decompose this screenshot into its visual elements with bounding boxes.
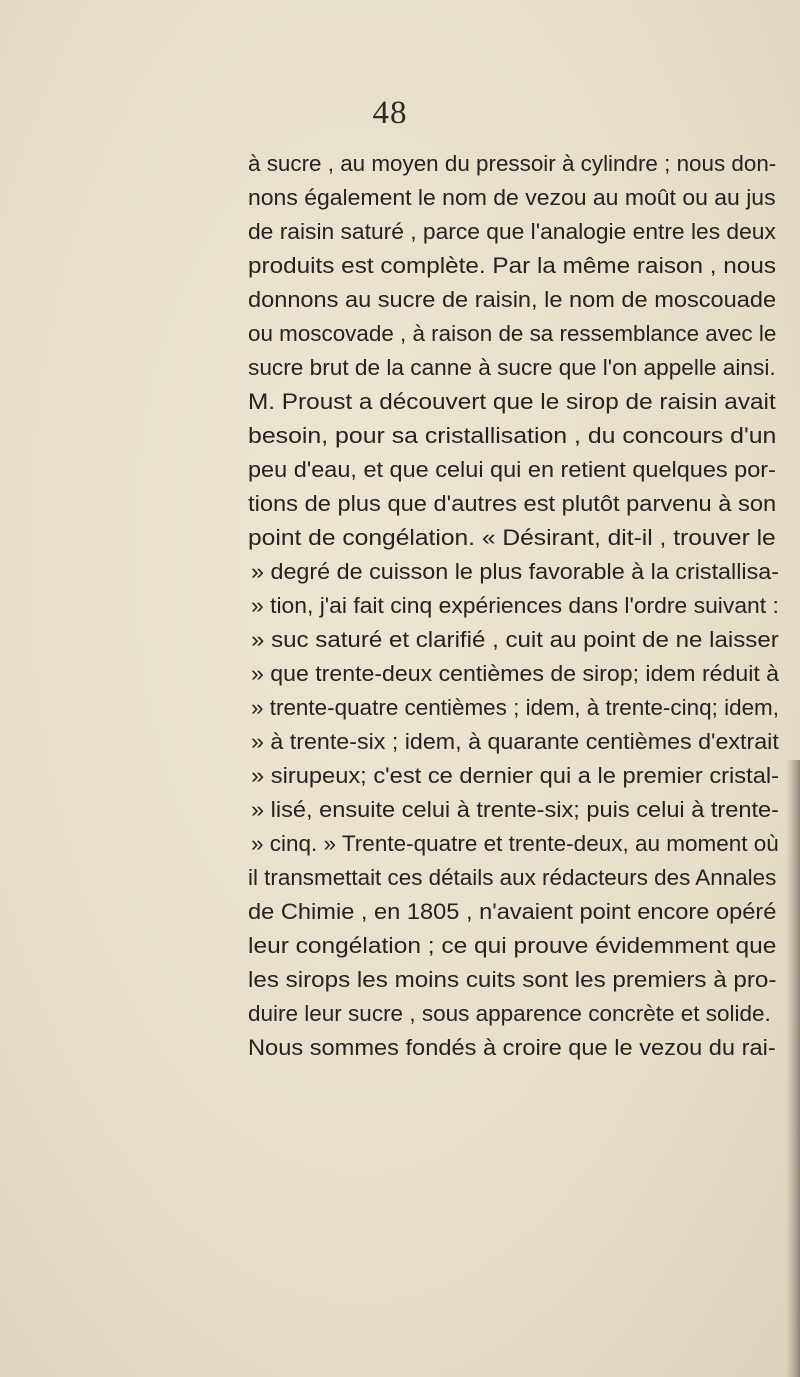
- text-line: duire leur sucre , sous apparence concrète et solide.: [248, 1001, 771, 1026]
- text-line: M. Proust a découvert que le sirop de raisin avait: [248, 389, 776, 414]
- text-line: les sirops les moins cuits sont les premiers à pro-: [248, 967, 777, 992]
- text-line: » à trente-six ; idem, à quarante centièmes d'extrait: [251, 729, 779, 754]
- text-line: donnons au sucre de raisin, le nom de moscouade: [248, 287, 777, 312]
- text-line: » lisé, ensuite celui à trente-six; puis celui à trente-: [251, 797, 779, 822]
- text-line: peu d'eau, et que celui qui en retient quelques por-: [248, 457, 776, 482]
- text-line: » sirupeux; c'est ce dernier qui a le premier cristal-: [251, 763, 779, 788]
- text-line: sucre brut de la canne à sucre que l'on appelle ainsi.: [248, 355, 776, 380]
- text-line: » degré de cuisson le plus favorable à la cristallisa-: [251, 559, 780, 584]
- text-line: ou moscovade , à raison de sa ressemblance avec le: [248, 321, 777, 346]
- text-line: de Chimie , en 1805 , n'avaient point encore opéré: [248, 899, 777, 924]
- text-line: leur congélation ; ce qui prouve évidemment que: [248, 933, 777, 958]
- text-line: produits est complète. Par la même raison , nous: [248, 253, 776, 278]
- text-line: » cinq. » Trente-quatre et trente-deux, au moment où: [251, 831, 779, 856]
- page-edge-shadow: [786, 760, 800, 1377]
- text-line: à sucre , au moyen du pressoir à cylindre ; nous don-: [248, 151, 777, 176]
- text-line: Nous sommes fondés à croire que le vezou du rai-: [248, 1035, 776, 1060]
- text-line: il transmettait ces détails aux rédacteurs des Annales: [248, 865, 777, 890]
- text-line: besoin, pour sa cristallisation , du concours d'un: [248, 423, 777, 448]
- text-line: » tion, j'ai fait cinq expériences dans l'ordre suivant :: [251, 593, 779, 618]
- text-line: » suc saturé et clarifié , cuit au point de ne laisser: [251, 627, 779, 652]
- page-number: 48: [372, 95, 408, 131]
- text-line: point de congélation. « Désirant, dit-il , trouver le: [248, 525, 776, 550]
- text-line: tions de plus que d'autres est plutôt parvenu à son: [248, 491, 777, 516]
- text-line: » que trente-deux centièmes de sirop; idem réduit à: [251, 661, 780, 686]
- text-line: nons également le nom de vezou au moût ou au jus: [248, 185, 776, 210]
- text-line: » trente-quatre centièmes ; idem, à trente-cinq; idem,: [251, 695, 780, 720]
- text-line: de raisin saturé , parce que l'analogie entre les deux: [248, 219, 776, 244]
